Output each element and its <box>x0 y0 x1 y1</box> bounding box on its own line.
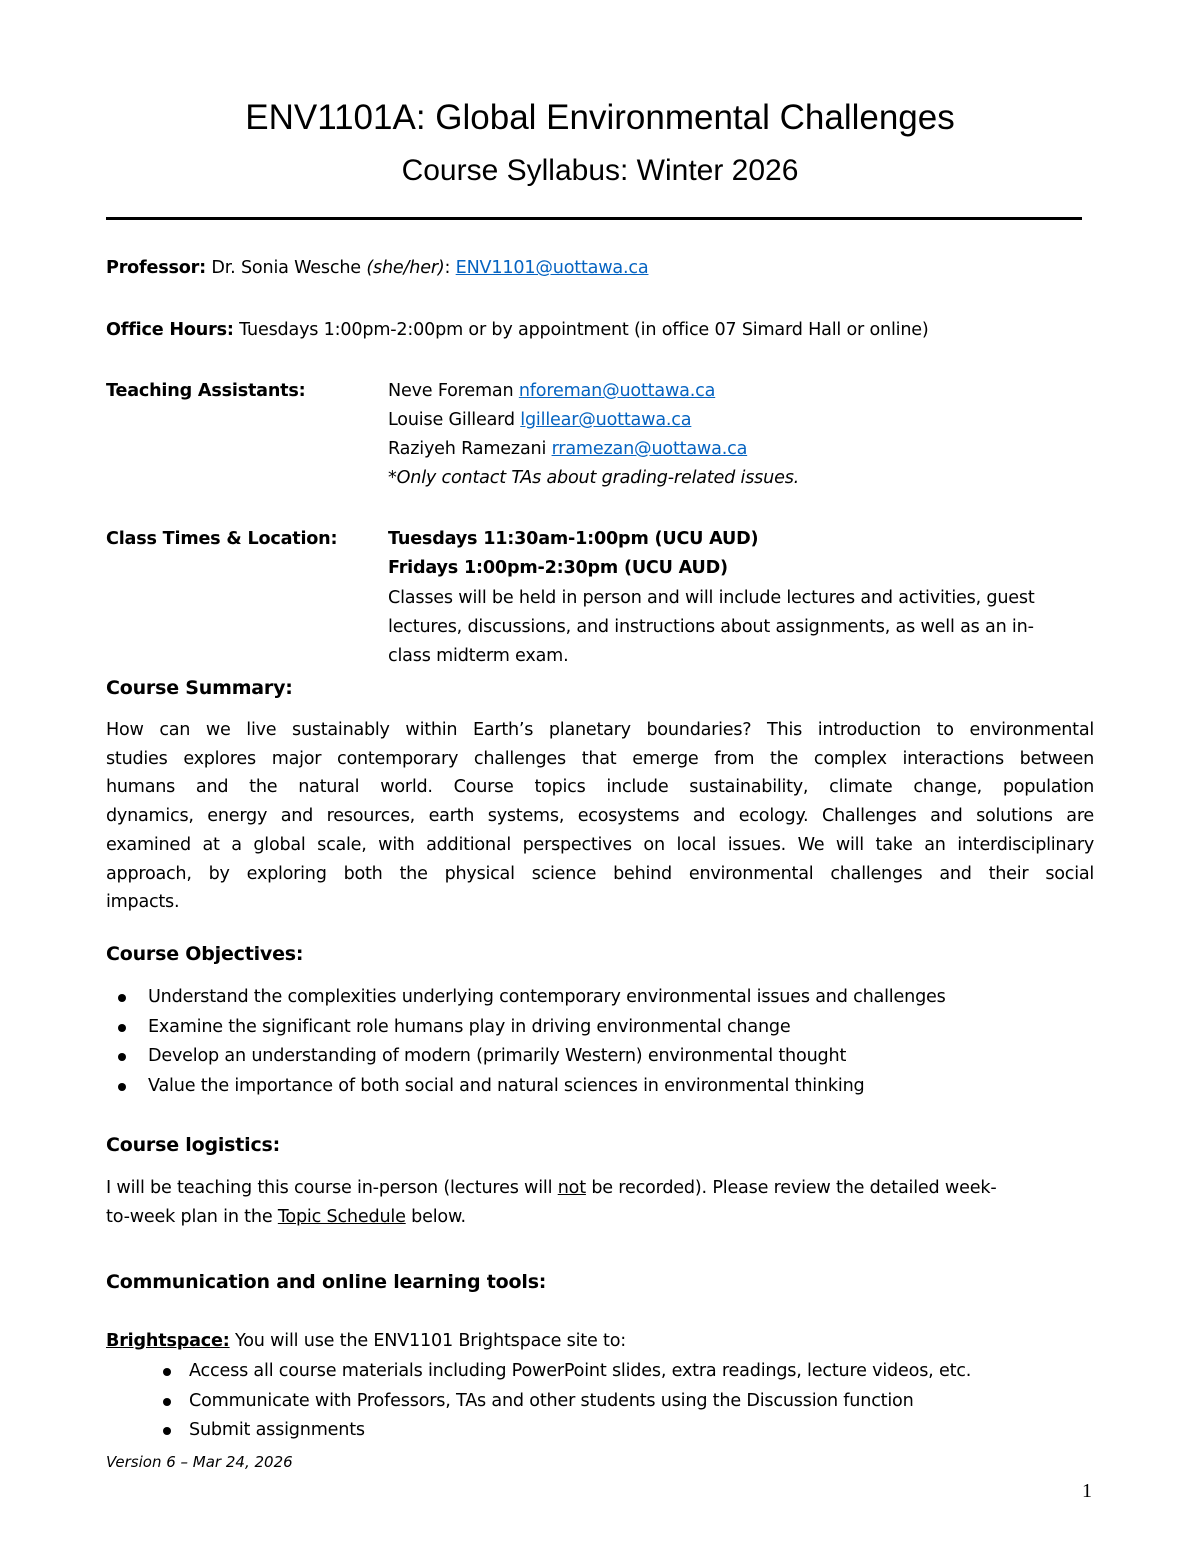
summary-line: How can we live sustainably within Earth’s planetary boundaries? This introduction to environmental <box>106 720 1094 740</box>
communication-heading: Communication and online learning tools: <box>106 1271 547 1293</box>
list-item: Value the importance of both social and natural sciences in environmental thinking <box>148 1072 946 1102</box>
summary-line: dynamics, energy and resources, earth systems, ecosystems and ecology. Challenges and solutions are <box>106 806 1094 827</box>
list-item: Access all course materials including PowerPoint slides, extra readings, lecture videos, etc. <box>189 1357 971 1387</box>
logistics-text: I will be teaching this course in-person (lectures will <box>106 1178 558 1198</box>
ta-email-link[interactable]: lgillear@uottawa.ca <box>520 410 692 430</box>
logistics-text: below. <box>405 1207 466 1227</box>
logistics-text: be recorded). Please review the detailed week- <box>585 1178 997 1198</box>
professor-email-link[interactable]: ENV1101@uottawa.ca <box>455 258 649 278</box>
version-footer: Version 6 – Mar 24, 2026 <box>106 1453 293 1471</box>
ta-item <box>388 406 691 435</box>
class-description-line: lectures, discussions, and instructions about assignments, as well as an in- <box>388 617 1034 637</box>
bullet-icon <box>163 1398 171 1406</box>
logistics-emphasis: not <box>557 1178 586 1198</box>
document-subtitle: Course Syllabus: Winter 2026 <box>401 154 799 187</box>
class-time-item: Fridays 1:00pm-2:30pm (UCU AUD) <box>388 558 728 578</box>
brightspace-line <box>106 1327 626 1356</box>
bullet-icon <box>163 1427 171 1435</box>
professor-pronouns: (she/her) <box>366 258 445 278</box>
summary-line: humans and the natural world. Course topics include sustainability, climate change, population <box>106 777 1094 798</box>
summary-line: studies explores major contemporary challenges that emerge from the complex interactions between <box>106 748 1094 769</box>
list-item: Understand the complexities underlying contemporary environmental issues and challenges <box>148 983 946 1013</box>
ta-name: Neve Foreman <box>388 381 514 401</box>
list-item: Communicate with Professors, TAs and other students using the Discussion function <box>189 1387 971 1417</box>
topic-schedule-link[interactable]: Topic Schedule <box>277 1207 406 1227</box>
brightspace-label: Brightspace: <box>106 1331 230 1351</box>
course-logistics-heading: Course logistics: <box>106 1134 281 1156</box>
page-number: 1 <box>1082 1480 1092 1502</box>
summary-line: approach, by exploring both the physical science behind environmental challenges and their social <box>106 863 1094 884</box>
title-divider <box>106 217 1082 220</box>
document-title: ENV1101A: Global Environmental Challenges <box>245 98 955 137</box>
logistics-line <box>106 1203 466 1232</box>
class-time-item: Tuesdays 11:30am-1:00pm (UCU AUD) <box>388 529 759 549</box>
class-description-line: Classes will be held in person and will include lectures and activities, guest <box>388 588 1035 608</box>
logistics-text: to-week plan in the <box>106 1207 278 1227</box>
office-hours-line <box>106 316 929 345</box>
bullet-icon <box>118 994 126 1002</box>
ta-email-link[interactable]: rramezan@uottawa.ca <box>551 439 748 459</box>
list-item: Examine the significant role humans play in driving environmental change <box>148 1013 946 1043</box>
summary-line: examined at a global scale, with additional perspectives on local issues. We will take an interdisciplinary <box>106 834 1094 855</box>
summary-line: impacts. <box>106 892 180 913</box>
objectives-list <box>148 983 946 1101</box>
professor-line <box>106 254 648 283</box>
brightspace-intro: You will use the ENV1101 Brightspace site to: <box>229 1331 627 1351</box>
bullet-icon <box>118 1053 126 1061</box>
professor-label: Professor: <box>106 258 206 278</box>
ta-email-link[interactable]: nforeman@uottawa.ca <box>518 381 716 401</box>
class-description-line: class midterm exam. <box>388 646 569 666</box>
course-summary-heading: Course Summary: <box>106 677 293 699</box>
logistics-line <box>106 1174 996 1203</box>
bullet-icon <box>163 1368 171 1376</box>
class-times-label: Class Times & Location: <box>106 529 338 549</box>
office-hours-label: Office Hours: <box>106 320 234 340</box>
professor-separator: : <box>444 258 451 278</box>
course-objectives-heading: Course Objectives: <box>106 943 304 965</box>
brightspace-list <box>189 1357 971 1446</box>
ta-note: *Only contact TAs about grading-related issues. <box>388 468 800 488</box>
ta-item <box>388 435 747 464</box>
office-hours-text: Tuesdays 1:00pm-2:00pm or by appointment (in office 07 Simard Hall or online) <box>239 320 929 340</box>
course-summary-paragraph <box>106 716 1094 917</box>
bullet-icon <box>118 1083 126 1091</box>
list-item: Submit assignments <box>189 1416 971 1446</box>
ta-name: Raziyeh Ramezani <box>388 439 547 459</box>
ta-item <box>388 377 715 406</box>
professor-name: Dr. Sonia Wesche <box>211 258 361 278</box>
list-item: Develop an understanding of modern (primarily Western) environmental thought <box>148 1042 946 1072</box>
ta-name: Louise Gilleard <box>388 410 515 430</box>
bullet-icon <box>118 1024 126 1032</box>
ta-label: Teaching Assistants: <box>106 381 306 401</box>
